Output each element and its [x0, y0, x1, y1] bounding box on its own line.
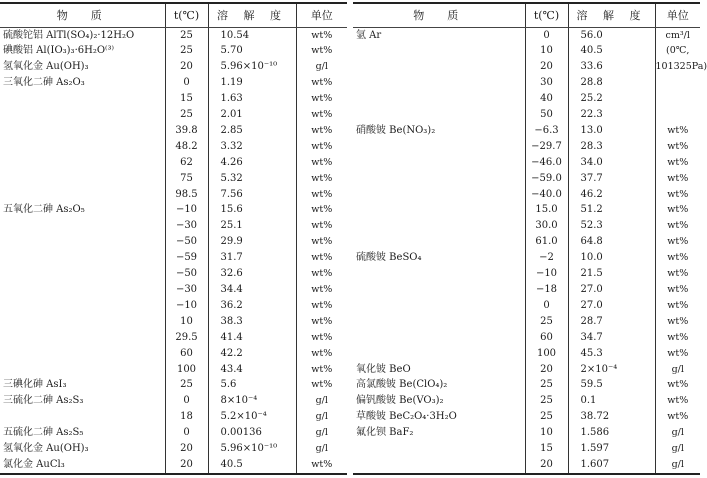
solubility-cell: 5.70 [208, 43, 296, 59]
table-row [0, 91, 347, 107]
table-row [0, 171, 347, 187]
table-row [353, 187, 700, 203]
substance-cell [353, 107, 525, 123]
unit-cell: 101325Pa) [655, 59, 700, 75]
table-row [0, 139, 347, 155]
unit-cell: wt% [296, 107, 347, 123]
table-row [353, 425, 700, 441]
solubility-cell: 2×10⁻⁴ [568, 362, 655, 378]
table-row [353, 362, 700, 378]
substance-cell [0, 139, 165, 155]
unit-cell: wt% [655, 123, 700, 139]
temperature-cell: −29.7 [525, 139, 568, 155]
temperature-cell: 100 [165, 362, 208, 378]
temperature-cell: 25 [525, 409, 568, 425]
temperature-cell: 20 [165, 59, 208, 75]
unit-cell: wt% [655, 250, 700, 266]
header-substance: 物 质 [353, 3, 525, 27]
solubility-cell: 56.0 [568, 27, 655, 43]
solubility-cell: 46.2 [568, 187, 655, 203]
substance-cell: 五硫化二砷 As₂S₅ [3, 427, 84, 439]
solubility-cell: 2.01 [208, 107, 296, 123]
unit-cell: wt% [655, 202, 700, 218]
header-unit: 单位 [655, 3, 700, 27]
solubility-cell: 28.7 [568, 314, 655, 330]
table-row [0, 314, 347, 330]
temperature-cell: −10 [525, 266, 568, 282]
temperature-cell: 62 [165, 155, 208, 171]
substance-cell [0, 155, 165, 171]
unit-cell: wt% [655, 187, 700, 203]
table-row [353, 393, 700, 409]
temperature-cell: 15 [165, 91, 208, 107]
unit-cell: wt% [655, 330, 700, 346]
substance-cell [353, 266, 525, 282]
unit-cell: wt% [655, 234, 700, 250]
unit-cell: wt% [296, 250, 347, 266]
table-row [0, 282, 347, 298]
solubility-cell: 64.8 [568, 234, 655, 250]
solubility-cell: 42.2 [208, 346, 296, 362]
unit-cell: wt% [296, 91, 347, 107]
table-row [353, 377, 700, 393]
substance-cell [0, 91, 165, 107]
temperature-cell: 60 [165, 346, 208, 362]
table-row [353, 250, 700, 266]
temperature-cell: 0 [165, 425, 208, 441]
solubility-cell: 1.586 [568, 425, 655, 441]
unit-cell: wt% [296, 75, 347, 91]
unit-cell: cm³/l [655, 27, 700, 43]
table-row [0, 250, 347, 266]
table-row [353, 75, 700, 91]
temperature-cell: −46.0 [525, 155, 568, 171]
substance-cell: 氟化钡 BaF₂ [356, 427, 414, 439]
table-row [353, 91, 700, 107]
unit-cell: wt% [655, 266, 700, 282]
table-row [0, 441, 347, 457]
solubility-cell: 5.6 [208, 377, 296, 393]
unit-cell: g/l [655, 362, 700, 378]
table-body [0, 27, 347, 474]
unit-cell: g/l [655, 425, 700, 441]
temperature-cell: 25 [165, 107, 208, 123]
substance-cell [0, 330, 165, 346]
substance-cell [0, 298, 165, 314]
substance-cell [353, 441, 525, 457]
header-temperature: t(℃) [525, 3, 568, 27]
table-row [353, 314, 700, 330]
unit-cell: wt% [296, 266, 347, 282]
substance-cell [0, 250, 165, 266]
table-row [0, 187, 347, 203]
substance-cell: 草酸铍 BeC₂O₄·3H₂O [356, 411, 457, 423]
substance-cell: 氩 Ar [356, 29, 382, 41]
header-solubility: 溶 解 度 [568, 3, 655, 27]
substance-cell: 氢氧化金 Au(OH)₃ [3, 443, 89, 455]
table-row [0, 362, 347, 378]
solubility-cell: 0.1 [568, 393, 655, 409]
unit-cell: wt% [296, 362, 347, 378]
unit-cell: g/l [296, 393, 347, 409]
substance-cell [353, 330, 525, 346]
table-row [353, 43, 700, 59]
substance-cell: 硫酸铍 BeSO₄ [356, 252, 422, 264]
solubility-cell: 4.26 [208, 155, 296, 171]
temperature-cell: −30 [165, 282, 208, 298]
substance-cell [353, 282, 525, 298]
solubility-cell: 41.4 [208, 330, 296, 346]
solubility-cell: 40.5 [568, 43, 655, 59]
substance-cell [0, 346, 165, 362]
solubility-cell: 34.7 [568, 330, 655, 346]
solubility-table-right [353, 2, 707, 475]
solubility-cell: 27.0 [568, 282, 655, 298]
table-row [353, 27, 700, 43]
temperature-cell: −59.0 [525, 171, 568, 187]
unit-cell: g/l [296, 409, 347, 425]
temperature-cell: 60 [525, 330, 568, 346]
substance-cell: 三碘化砷 AsI₃ [3, 379, 67, 391]
temperature-cell: 25 [525, 377, 568, 393]
solubility-cell: 1.607 [568, 457, 655, 474]
substance-cell [0, 187, 165, 203]
table-row [353, 171, 700, 187]
unit-cell: wt% [296, 377, 347, 393]
substance-cell: 氢氧化金 Au(OH)₃ [3, 61, 89, 73]
substance-cell [0, 409, 165, 425]
unit-cell: wt% [296, 282, 347, 298]
table-row [0, 330, 347, 346]
table-row [0, 425, 347, 441]
table-row [353, 202, 700, 218]
temperature-cell: −40.0 [525, 187, 568, 203]
substance-cell [0, 314, 165, 330]
unit-cell: wt% [296, 457, 347, 474]
substance-cell [353, 43, 525, 59]
temperature-cell: −50 [165, 266, 208, 282]
solubility-cell: 8×10⁻⁴ [208, 393, 296, 409]
table-row [353, 107, 700, 123]
solubility-cell: 1.597 [568, 441, 655, 457]
temperature-cell: 10 [165, 314, 208, 330]
temperature-cell: 29.5 [165, 330, 208, 346]
temperature-cell: 98.5 [165, 187, 208, 203]
solubility-cell: 2.85 [208, 123, 296, 139]
temperature-cell: −50 [165, 234, 208, 250]
unit-cell: wt% [655, 139, 700, 155]
table-row [0, 346, 347, 362]
temperature-cell: 0 [165, 75, 208, 91]
substance-cell [0, 234, 165, 250]
solubility-cell: 32.6 [208, 266, 296, 282]
solubility-cell: 7.56 [208, 187, 296, 203]
unit-cell: wt% [655, 282, 700, 298]
solubility-cell: 33.6 [568, 59, 655, 75]
table-row [0, 43, 347, 59]
table-row [353, 409, 700, 425]
unit-cell: wt% [296, 187, 347, 203]
temperature-cell: 20 [165, 441, 208, 457]
substance-cell [353, 218, 525, 234]
solubility-cell: 22.3 [568, 107, 655, 123]
header-row [353, 3, 700, 27]
table-row [0, 377, 347, 393]
temperature-cell: −18 [525, 282, 568, 298]
substance-cell: 三硫化二砷 As₂S₃ [3, 395, 84, 407]
substance-cell: 氯化金 AuCl₃ [0, 457, 165, 474]
solubility-cell: 10.0 [568, 250, 655, 266]
solubility-cell: 3.32 [208, 139, 296, 155]
header-unit: 单位 [296, 3, 347, 27]
unit-cell: wt% [296, 171, 347, 187]
temperature-cell: 30 [525, 75, 568, 91]
temperature-cell: 15 [525, 441, 568, 457]
substance-cell: 硫酸铊铝 AlTl(SO₄)₂·12H₂O [3, 29, 135, 41]
unit-cell: wt% [296, 298, 347, 314]
table-row [0, 123, 347, 139]
substance-cell [353, 298, 525, 314]
solubility-cell: 28.3 [568, 139, 655, 155]
unit-cell: g/l [296, 425, 347, 441]
temperature-cell: 20 [165, 457, 208, 474]
substance-cell [0, 171, 165, 187]
temperature-cell: 39.8 [165, 123, 208, 139]
temperature-cell: 20 [525, 59, 568, 75]
solubility-cell: 5.2×10⁻⁴ [208, 409, 296, 425]
unit-cell: wt% [296, 234, 347, 250]
solubility-cell: 34.4 [208, 282, 296, 298]
solubility-cell: 25.2 [568, 91, 655, 107]
header-temperature: t(℃) [165, 3, 208, 27]
table-row [0, 218, 347, 234]
unit-cell: wt% [296, 314, 347, 330]
unit-cell: wt% [296, 346, 347, 362]
substance-cell: 偏钒酸铍 Be(VO₃)₂ [356, 395, 444, 407]
table-row [353, 298, 700, 314]
substance-cell [353, 234, 525, 250]
table-row [0, 75, 347, 91]
substance-cell: 五氧化二砷 As₂O₅ [3, 204, 85, 216]
temperature-cell: 15.0 [525, 202, 568, 218]
solubility-cell: 37.7 [568, 171, 655, 187]
temperature-cell: −59 [165, 250, 208, 266]
table-row [353, 123, 700, 139]
substance-cell: 氧化铍 BeO [356, 363, 411, 375]
temperature-cell: −10 [165, 298, 208, 314]
header-solubility: 溶 解 度 [208, 3, 296, 27]
unit-cell: wt% [655, 346, 700, 362]
temperature-cell: −6.3 [525, 123, 568, 139]
substance-cell [0, 266, 165, 282]
header-row [0, 3, 347, 27]
table-row [353, 282, 700, 298]
substance-cell [0, 107, 165, 123]
substance-cell: 高氯酸铍 Be(ClO₄)₂ [356, 379, 448, 391]
temperature-cell: 48.2 [165, 139, 208, 155]
unit-cell: g/l [296, 59, 347, 75]
unit-cell: (0℃, [655, 43, 700, 59]
solubility-cell: 38.3 [208, 314, 296, 330]
solubility-cell: 5.96×10⁻¹⁰ [208, 441, 296, 457]
substance-cell [353, 91, 525, 107]
table-row [0, 234, 347, 250]
solubility-cell: 21.5 [568, 266, 655, 282]
table-row [0, 107, 347, 123]
substance-cell: 三氧化二砷 As₂O₃ [3, 77, 85, 89]
solubility-cell: 38.72 [568, 409, 655, 425]
unit-cell: wt% [296, 202, 347, 218]
temperature-cell: 20 [525, 362, 568, 378]
substance-cell [0, 282, 165, 298]
temperature-cell: 30.0 [525, 218, 568, 234]
table-row [353, 266, 700, 282]
table-row [353, 346, 700, 362]
temperature-cell: 75 [165, 171, 208, 187]
unit-cell: wt% [296, 123, 347, 139]
substance-cell [353, 75, 525, 91]
table-row [0, 27, 347, 43]
solubility-cell: 5.96×10⁻¹⁰ [208, 59, 296, 75]
solubility-cell: 5.32 [208, 171, 296, 187]
table-row [353, 441, 700, 457]
substance-cell [353, 346, 525, 362]
unit-cell [655, 75, 700, 91]
unit-cell: wt% [296, 155, 347, 171]
temperature-cell: 61.0 [525, 234, 568, 250]
table-row [353, 218, 700, 234]
temperature-cell: 25 [165, 377, 208, 393]
temperature-cell: 50 [525, 107, 568, 123]
table-row [0, 59, 347, 75]
header-substance: 物 质 [0, 3, 165, 27]
unit-cell: wt% [296, 27, 347, 43]
unit-cell: wt% [655, 171, 700, 187]
substance-cell [353, 457, 525, 474]
substance-cell [0, 123, 165, 139]
table-row [353, 457, 700, 474]
solubility-cell: 1.19 [208, 75, 296, 91]
solubility-cell: 10.54 [208, 27, 296, 43]
substance-cell [353, 139, 525, 155]
table-row [0, 457, 347, 474]
solubility-table-left [0, 2, 347, 475]
solubility-cell: 34.0 [568, 155, 655, 171]
temperature-cell: −10 [165, 202, 208, 218]
substance-cell [0, 362, 165, 378]
temperature-cell: 100 [525, 346, 568, 362]
unit-cell: wt% [296, 139, 347, 155]
unit-cell: wt% [655, 155, 700, 171]
solubility-cell: 1.63 [208, 91, 296, 107]
solubility-cell: 27.0 [568, 298, 655, 314]
unit-cell [655, 91, 700, 107]
temperature-cell: 25 [525, 314, 568, 330]
solubility-cell: 13.0 [568, 123, 655, 139]
solubility-cell: 0.00136 [208, 425, 296, 441]
solubility-cell: 40.5 [208, 457, 296, 474]
unit-cell: g/l [655, 441, 700, 457]
table-row [0, 155, 347, 171]
unit-cell: wt% [655, 377, 700, 393]
temperature-cell: −2 [525, 250, 568, 266]
table-body [353, 27, 707, 474]
solubility-cell: 36.2 [208, 298, 296, 314]
temperature-cell: 0 [525, 298, 568, 314]
substance-cell: 碘酸铝 Al(IO₃)₃·6H₂O⁽³⁾ [3, 45, 114, 57]
table-row [353, 234, 700, 250]
substance-cell [353, 155, 525, 171]
unit-cell: wt% [655, 409, 700, 425]
table-row [0, 266, 347, 282]
temperature-cell: 10 [525, 43, 568, 59]
table-row [0, 298, 347, 314]
unit-cell: wt% [655, 218, 700, 234]
table-row [353, 155, 700, 171]
temperature-cell: 40 [525, 91, 568, 107]
unit-cell: wt% [655, 298, 700, 314]
substance-cell [353, 59, 525, 75]
substance-cell [353, 314, 525, 330]
temperature-cell: 20 [525, 457, 568, 474]
substance-cell [353, 171, 525, 187]
table-row [0, 409, 347, 425]
solubility-cell: 29.9 [208, 234, 296, 250]
solubility-cell: 31.7 [208, 250, 296, 266]
table-row [353, 139, 700, 155]
substance-cell: 硝酸铍 Be(NO₃)₂ [356, 124, 436, 136]
solubility-cell: 15.6 [208, 202, 296, 218]
solubility-cell: 43.4 [208, 362, 296, 378]
solubility-cell: 45.3 [568, 346, 655, 362]
substance-cell [353, 187, 525, 203]
table-row [353, 59, 700, 75]
temperature-cell: 0 [165, 393, 208, 409]
temperature-cell: 25 [525, 393, 568, 409]
unit-cell: g/l [655, 457, 700, 474]
temperature-cell: 25 [165, 27, 208, 43]
substance-cell [0, 218, 165, 234]
unit-cell: wt% [296, 218, 347, 234]
unit-cell: g/l [296, 441, 347, 457]
unit-cell [655, 107, 700, 123]
temperature-cell: 0 [525, 27, 568, 43]
solubility-cell: 51.2 [568, 202, 655, 218]
table-row [0, 393, 347, 409]
solubility-cell: 28.8 [568, 75, 655, 91]
temperature-cell: 10 [525, 425, 568, 441]
table-row [353, 330, 700, 346]
solubility-cell: 52.3 [568, 218, 655, 234]
temperature-cell: 25 [165, 43, 208, 59]
unit-cell: wt% [296, 330, 347, 346]
temperature-cell: −30 [165, 218, 208, 234]
unit-cell: wt% [655, 393, 700, 409]
table-row [0, 202, 347, 218]
solubility-cell: 59.5 [568, 377, 655, 393]
unit-cell: wt% [296, 43, 347, 59]
temperature-cell: 18 [165, 409, 208, 425]
substance-cell [353, 202, 525, 218]
unit-cell: wt% [655, 314, 700, 330]
solubility-cell: 25.1 [208, 218, 296, 234]
